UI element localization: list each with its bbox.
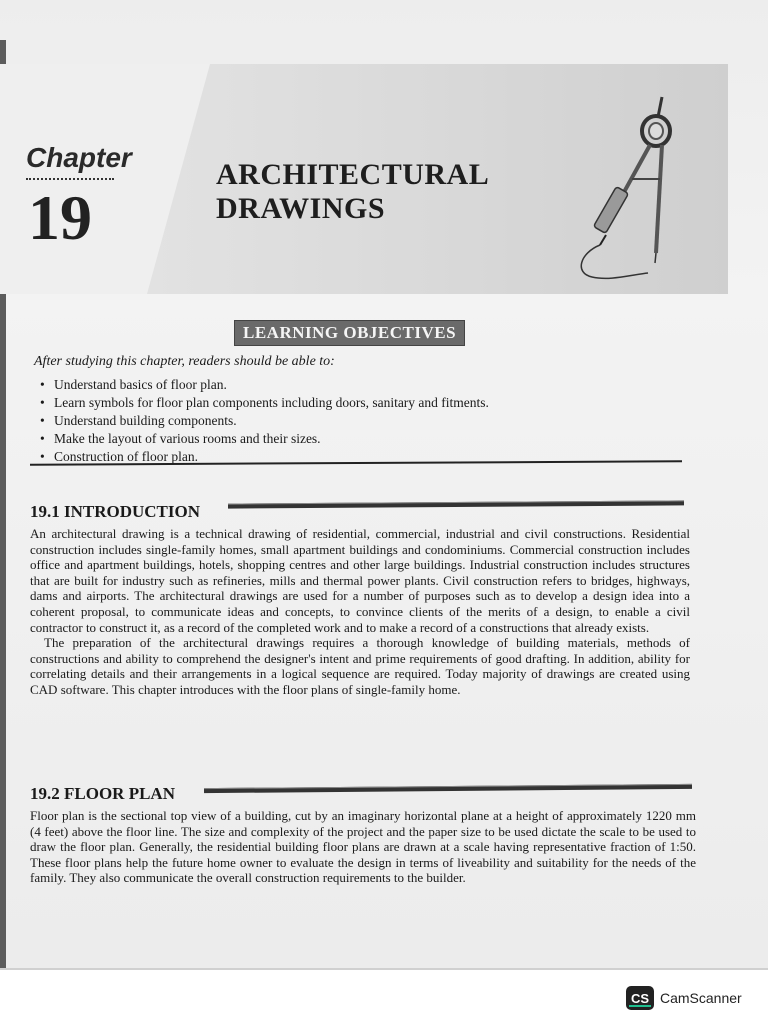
introduction-body <box>30 526 690 698</box>
camscanner-brand: CamScanner <box>660 990 742 1006</box>
camscanner-watermark <box>626 986 742 1010</box>
section-heading-floor-plan: 19.2 FLOOR PLAN <box>30 784 175 803</box>
learning-objectives-list <box>40 376 489 466</box>
section-rule-floor-plan <box>204 784 692 793</box>
learning-objectives-heading: LEARNING OBJECTIVES <box>234 320 465 346</box>
chapter-divider <box>26 178 114 180</box>
floor-plan-paragraph-1: Floor plan is the sectional top view of a building, cut by an imaginary horizontal plane at a height of approximately 1220 mm (4 feet) above the floor line. The size and complexity of the project and the paper size to be used dictate the scale to be used to draw the floor plan. Generally, the residential building floor plans are drawn at a scale having representative fraction of 1:50. These floor plans help the future home owner to evaluate the design in terms of liveability and suitability for the needs of the family. They also communicate the overall construction requirements to the builder. <box>30 808 696 886</box>
section-heading-introduction: 19.1 INTRODUCTION <box>30 502 201 521</box>
learning-objectives-intro: After studying this chapter, readers should be able to: <box>34 354 335 369</box>
list-item: • Understand basics of floor plan. <box>40 376 489 394</box>
introduction-paragraph-1: An architectural drawing is a technical drawing of residential, commercial, industrial and civil constructions. Residential construction includes single-family homes, small apartment buildings and condominiums. Commercial construction includes office and apartment buildings, hotels, shopping centres and other large buildings. Industrial construction includes structures that are built for industry such as refineries, mills and thermal power plants. Civil construction refers to bridges, highways, dams and airports. The architectural drawings are used for a number of purposes such as to develop a design idea into a coherent proposal, to communicate ideas and concepts, to convince clients of the merits of a design, to enable a civil contractor to construct it, as a record of the completed work and to make a record of a constructions that already exists. <box>30 526 690 635</box>
chapter-label: Chapter <box>26 142 132 173</box>
introduction-paragraph-2: The preparation of the architectural drawings requires a thorough knowledge of building materials, methods of constructions and ability to comprehend the designer's intent and prime requirements of good drafting. In addition, ability for correlating details and their arrangements in a logical sequence are required. Today majority of drawings are created using CAD software. This chapter introduces with the floor plans of single-family home. <box>30 635 690 697</box>
section-rule-introduction <box>228 500 684 508</box>
chapter-title <box>216 158 489 226</box>
floor-plan-body <box>30 808 696 886</box>
chapter-title-line-2: DRAWINGS <box>216 192 386 225</box>
list-item: • Construction of floor plan. <box>40 448 489 466</box>
list-item: • Make the layout of various rooms and their sizes. <box>40 430 489 448</box>
list-item: • Understand building components. <box>40 412 489 430</box>
camscanner-logo: CS <box>626 986 654 1010</box>
list-item: • Learn symbols for floor plan components including doors, sanitary and fitments. <box>40 394 489 412</box>
drafting-compass-icon <box>570 95 680 285</box>
chapter-number: 19 <box>28 182 92 253</box>
chapter-title-line-1: ARCHITECTURAL <box>216 158 490 191</box>
